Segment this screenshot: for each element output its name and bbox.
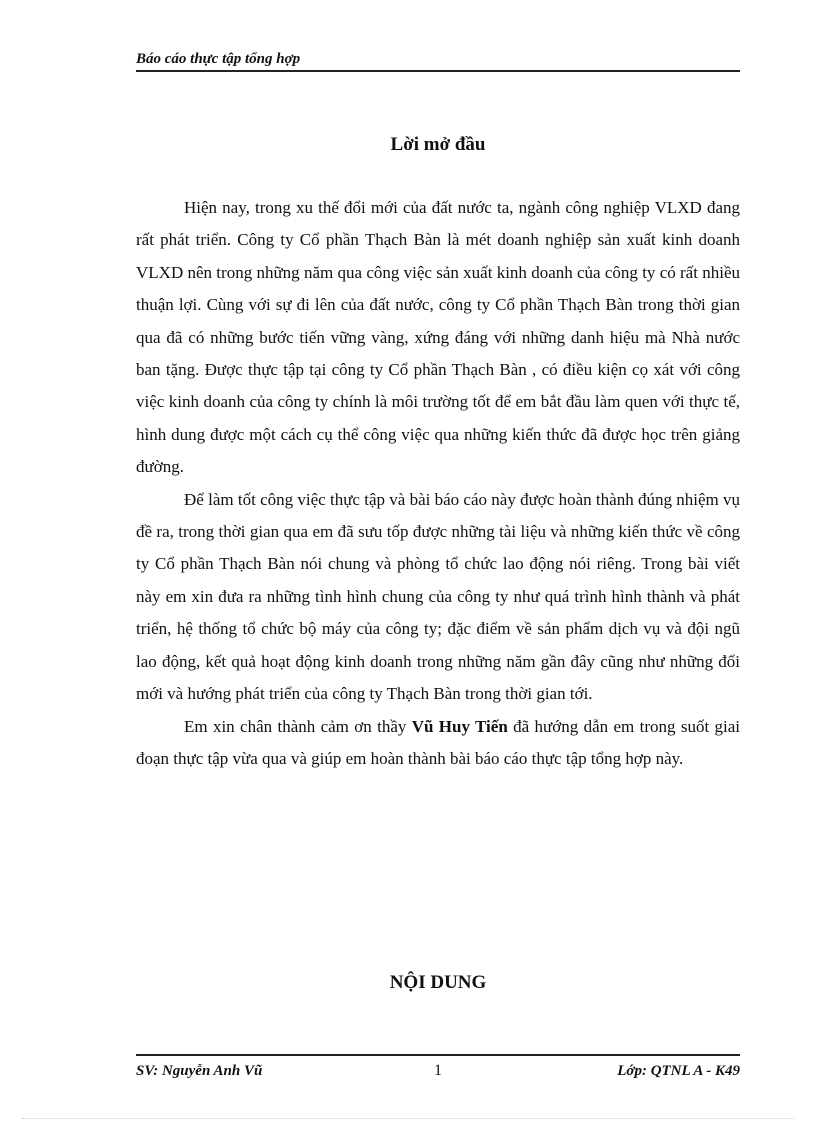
page-footer [136,1054,740,1082]
page-bottom-divider [22,1118,794,1119]
intro-body [136,192,740,775]
acknowledgement-text-end: đã hướng dẫn em trong suốt giai đoạn thực tập vừa qua và giúp em hoàn thành bài báo cáo thực tập tổng hợp này. [136,716,741,768]
intro-title: Lời mở đầu [390,134,486,155]
intro-paragraph-2: Để làm tốt công việc thực tập và bài báo cáo này được hoàn thành đúng nhiệm vụ đề ra, trong thời gian qua em đã sưu tốp được những tài liệu và những kiến thức về công ty Cổ phần Thạch Bàn nói chung và phòng tổ chức lao động nói riêng. Trong bài viết này em xin đưa ra những tình hình chung của công ty như quá trình hình thành và phát triển, hệ thống tổ chức bộ máy của công ty; đặc điểm về sản phẩm dịch vụ và đội ngũ lao động, kết quả hoạt động kinh doanh trong những năm gần đây cũng như những đổi mới và hướng phát triển của công ty Thạch Bàn trong thời gian tới. [136,489,740,704]
footer-class-label: Lớp: QTNL A - K49 [617,1063,740,1079]
header-title: Báo cáo thực tập tổng hợp [136,51,301,67]
content-section-title: NỘI DUNG [389,972,487,993]
advisor-name: Vũ Huy Tiến [411,716,508,736]
footer-page-number: 1 [434,1062,442,1079]
page-header [136,48,740,72]
intro-paragraph-1: Hiện nay, trong xu thế đổi mới của đất nước ta, ngành công nghiệp VLXD đang rất phát triển. Công ty Cổ phần Thạch Bàn là mét doanh nghiệp sản xuất kinh doanh VLXD nên trong những năm qua công việc sản xuất kinh doanh của công ty có rất nhiều thuận lợi. Cùng với sự đi lên của đất nước, công ty Cổ phần Thạch Bàn trong thời gian qua đã có những bước tiến vững vàng, xứng đáng với những danh hiệu mà Nhà nước ban tặng. Được thực tập tại công ty Cổ phần Thạch Bàn , có điều kiện cọ xát với công việc kinh doanh của công ty chính là môi trường tốt để em bắt đầu làm quen với thực tế, hình dung được một cách cụ thể công việc qua những kiến thức đã được học trên giảng đường. [136,198,740,477]
footer-student-name: SV: Nguyễn Anh Vũ [136,1063,263,1079]
intro-paragraph-3 [136,711,740,776]
acknowledgement-text-start: Em xin chân thành cảm ơn thầy [184,716,412,736]
